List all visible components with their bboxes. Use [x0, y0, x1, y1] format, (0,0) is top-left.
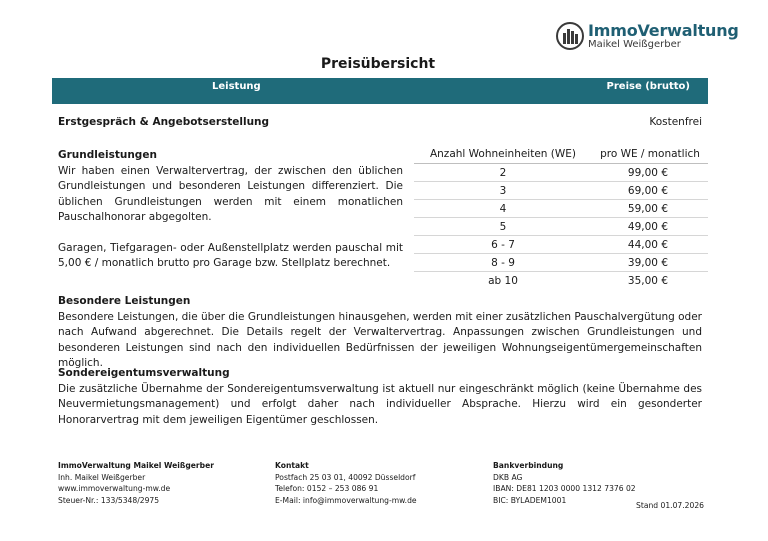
stand-date: Stand 01.07.2026	[636, 501, 704, 510]
footer-bic: BIC: BYLADEM1001	[493, 495, 567, 505]
cell-we: 3	[414, 182, 592, 200]
table-row	[414, 182, 708, 200]
besondere-text: Besondere Leistungen, die über die Grundleistungen hinausgehen, werden mit einer zusätzlichen Pauschalvergütung oder nach Aufwand abgerechnet. Die Details regelt der Verwaltervertrag. Anpassungen zwischen Grundleistungen und besonderen Leistungen sind nach den individuellen Bedürfnissen der jeweiligen Wohnungseigentümergemeinschaften möglich.	[58, 310, 702, 369]
table-row	[414, 272, 708, 290]
table-row	[414, 200, 708, 218]
table-row	[414, 218, 708, 236]
footer-bank	[493, 460, 636, 506]
footer-contact	[275, 460, 417, 506]
grundleistungen-section	[58, 148, 403, 272]
grundleistungen-heading: Grundleistungen	[58, 149, 157, 161]
footer-iban: IBAN: DE81 1203 0000 1312 7376 02	[493, 484, 636, 493]
cell-price: 49,00 €	[592, 218, 708, 236]
cell-price: 39,00 €	[592, 254, 708, 272]
erstgespraech-price: Kostenfrei	[649, 116, 702, 128]
cell-we: 4	[414, 200, 592, 218]
footer-bank-heading: Bankverbindung	[493, 461, 564, 470]
sondereigentum-heading: Sondereigentumsverwaltung	[58, 367, 230, 379]
cell-price: 69,00 €	[592, 182, 708, 200]
footer-tax-number: Steuer-Nr.: 133/5348/2975	[58, 495, 160, 505]
cell-we: 8 - 9	[414, 254, 592, 272]
cell-price: 59,00 €	[592, 200, 708, 218]
price-table	[414, 145, 708, 289]
logo-subtitle: Maikel Weißgerber	[588, 38, 681, 50]
cell-we: 6 - 7	[414, 236, 592, 254]
footer-email[interactable]: E-Mail: info@immoverwaltung-mw.de	[275, 495, 417, 505]
footer-company	[58, 460, 214, 506]
page-title: Preisübersicht	[320, 56, 436, 72]
besondere-heading: Besondere Leistungen	[58, 295, 191, 307]
col-header-we: Anzahl Wohneinheiten (WE)	[414, 145, 592, 164]
footer-bank-name: DKB AG	[493, 472, 523, 482]
header-leistung: Leistung	[212, 81, 261, 92]
cell-price: 44,00 €	[592, 236, 708, 254]
footer-company-heading: ImmoVerwaltung Maikel Weißgerber	[58, 461, 214, 470]
grundleistungen-text: Wir haben einen Verwaltervertrag, der zwischen den üblichen Grundleistungen und besonderen Leistungen differenziert. Die üblichen Grundleistungen werden mit einem monatlichen Pauschalhonorar abgegolten.	[58, 164, 403, 223]
erstgespraech-label: Erstgespräch & Angebotserstellung	[58, 116, 270, 128]
cell-price: 99,00 €	[592, 164, 708, 182]
footer-website[interactable]: www.immoverwaltung-mw.de	[58, 484, 171, 493]
table-header-bar	[52, 78, 708, 104]
garagen-text: Garagen, Tiefgaragen- oder Außenstellplatz werden pauschal mit 5,00 € / monatlich brutto pro Garage bzw. Stellplatz berechnet.	[58, 241, 403, 269]
col-header-price: pro WE / monatlich	[592, 145, 708, 164]
footer-contact-heading: Kontakt	[275, 461, 309, 470]
cell-price: 35,00 €	[627, 274, 668, 287]
sondereigentum-section	[58, 366, 702, 428]
logo-name: ImmoVerwaltung	[588, 20, 739, 40]
building-logo-icon	[556, 22, 584, 50]
table-row	[414, 254, 708, 272]
footer-phone: Telefon: 0152 – 253 086 91	[275, 484, 379, 493]
sondereigentum-text: Die zusätzliche Übernahme der Sondereigentumsverwaltung ist aktuell nur eingeschränkt möglich (keine Übernahme des Neuvermietungsmanagement) und erfolgt daher nach individueller Absprache. Hierzu wird ein gesonderter Honorarvertrag mit dem jeweiligen Eigentümer geschlossen.	[58, 382, 702, 426]
cell-we: 5	[414, 218, 592, 236]
table-row	[414, 236, 708, 254]
header-preise: Preise (brutto)	[606, 81, 690, 92]
price-table-header	[414, 145, 708, 164]
footer-owner: Inh. Maikel Weißgerber	[58, 472, 146, 482]
besondere-section	[58, 294, 702, 372]
footer-address: Postfach 25 03 01, 40092 Düsseldorf	[275, 472, 416, 482]
cell-we: ab 10	[488, 274, 518, 287]
logo	[556, 22, 739, 50]
cell-we: 2	[414, 164, 592, 182]
table-row	[414, 164, 708, 182]
